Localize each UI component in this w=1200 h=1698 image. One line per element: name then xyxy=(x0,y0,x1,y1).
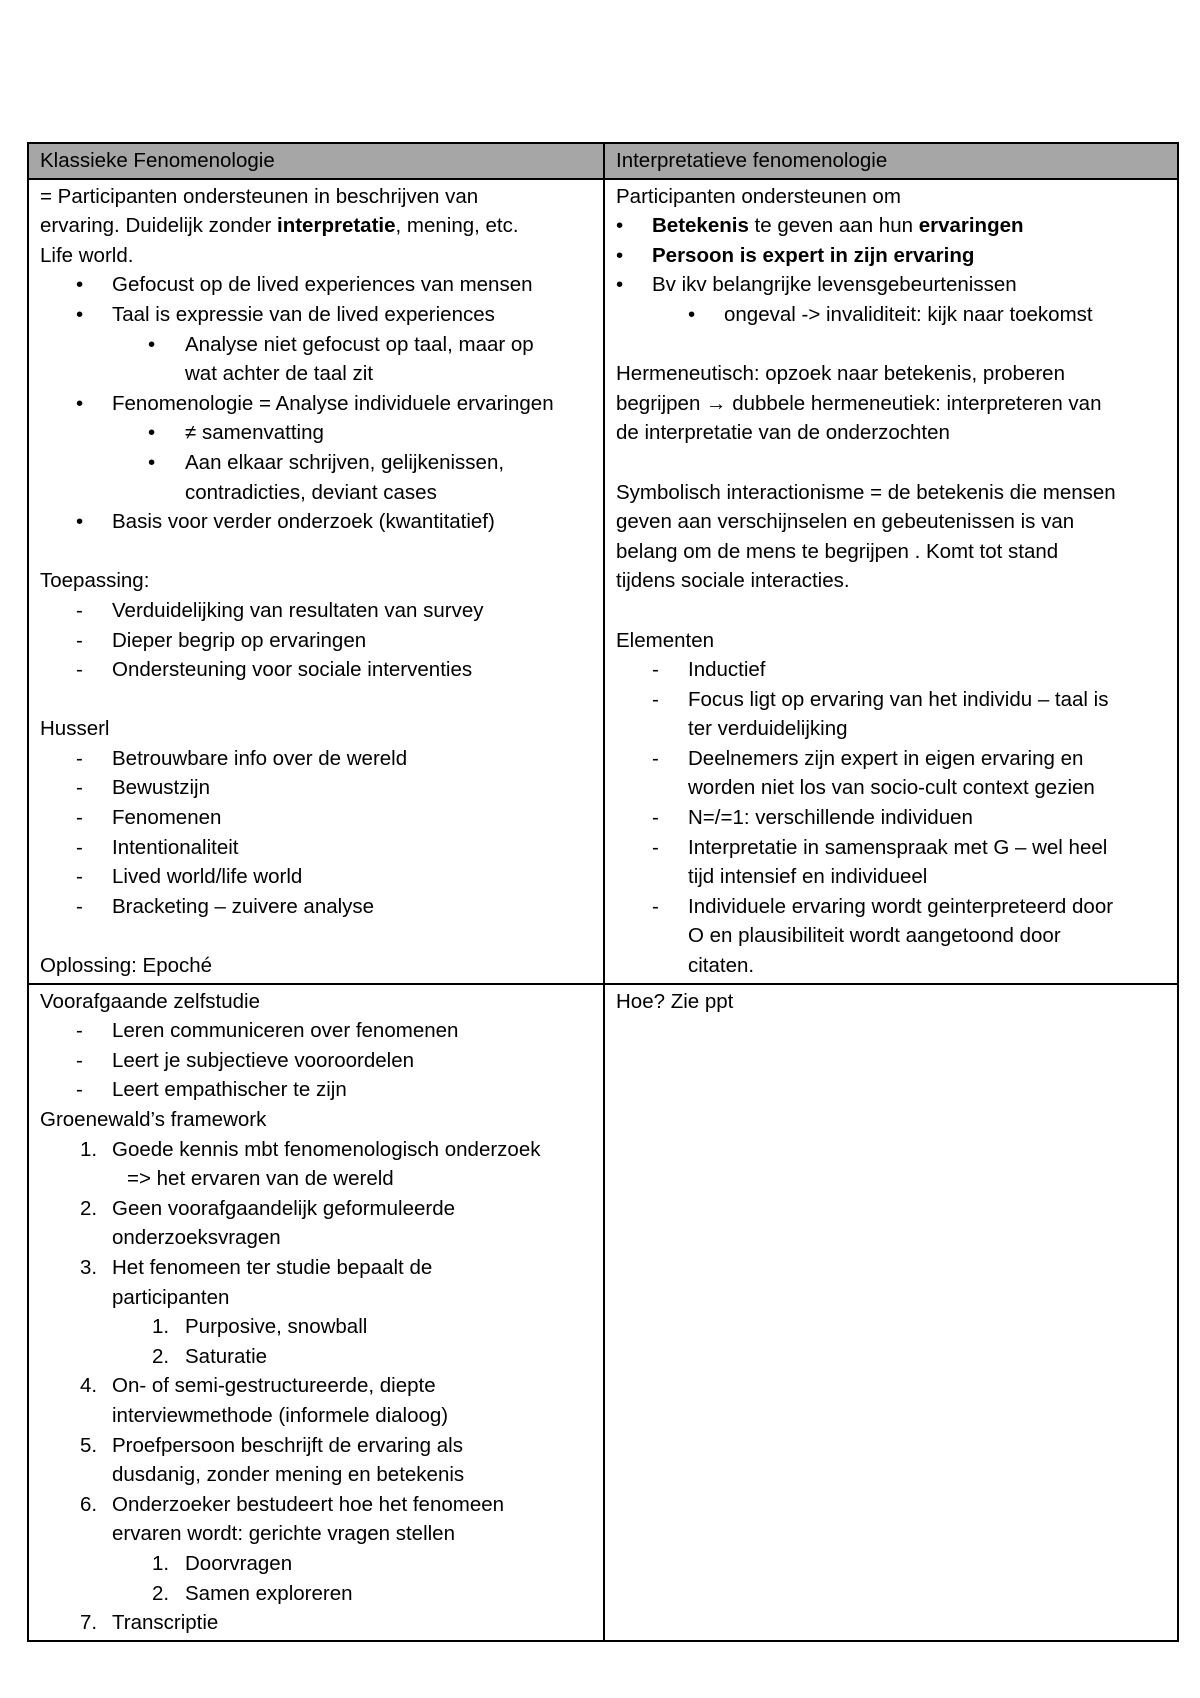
symbolisch-line: geven aan verschijnselen en gebeutenissen is van xyxy=(616,510,1075,534)
numbered-item: 1. Goede kennis mbt fenomenologisch onderzoek xyxy=(80,1137,541,1161)
hoe-line: Hoe? Zie ppt xyxy=(616,989,734,1013)
intro-line: = Participanten ondersteunen in beschrijven van xyxy=(40,184,479,208)
bullet-item: • Taal is expressie van de lived experiences xyxy=(76,302,495,326)
dash-item: - Betrouwbare info over de wereld xyxy=(76,746,408,770)
bullet-item: • Persoon is expert in zijn ervaring xyxy=(616,243,975,267)
header-klassiek: Klassieke Fenomenologie xyxy=(28,143,604,179)
numbered-item-cont: ervaren wordt: gerichte vragen stellen xyxy=(112,1522,455,1546)
hermeneutisch-line: Hermeneutisch: opzoek naar betekenis, proberen xyxy=(616,362,1065,386)
numbered-item-cont: onderzoeksvragen xyxy=(112,1226,281,1250)
dash-item: - Intentionaliteit xyxy=(76,835,239,859)
dash-item: - Interpretatie in samenspraak met G – wel heel xyxy=(652,835,1108,859)
sub-bullet-item: • Aan elkaar schrijven, gelijkenissen, xyxy=(148,450,505,474)
dash-item: - Ondersteuning voor sociale interventies xyxy=(76,658,473,682)
header-interpretatief: Interpretatieve fenomenologie xyxy=(604,143,1178,179)
intro-line: Life world. xyxy=(40,243,134,267)
cell-interpretatief xyxy=(604,179,1178,984)
dash-item: - Lived world/life world xyxy=(76,865,303,889)
numbered-item-cont: participanten xyxy=(112,1285,230,1309)
intro-line: ervaring. Duidelijk zonder interpretatie, mening, etc. xyxy=(40,214,519,238)
bullet-item: • Bv ikv belangrijke levensgebeurtenissen xyxy=(616,273,1017,297)
dash-item-cont: ter verduidelijking xyxy=(688,717,848,741)
sub-numbered-item: 1. Purposive, snowball xyxy=(152,1315,368,1339)
symbolisch-line: Symbolisch interactionisme = de betekenis die mensen xyxy=(616,480,1116,504)
numbered-item: 4. On- of semi-gestructureerde, diepte xyxy=(80,1374,436,1398)
numbered-item: 2. Geen voorafgaandelijk geformuleerde xyxy=(80,1196,456,1220)
numbered-item-cont: interviewmethode (informele dialoog) xyxy=(112,1403,449,1427)
dash-item: - Bracketing – zuivere analyse xyxy=(76,894,375,918)
hermeneutisch-line: de interpretatie van de onderzochten xyxy=(616,421,950,445)
framework-heading: Groenewald’s framework xyxy=(40,1108,267,1131)
numbered-item-cont: => het ervaren van de wereld xyxy=(127,1167,394,1191)
dash-item: - Individuele ervaring wordt geinterpreteerd door xyxy=(652,894,1114,918)
sub-numbered-item: 2. Samen exploreren xyxy=(152,1581,353,1605)
intro-line: Participanten ondersteunen om xyxy=(616,184,901,208)
zelfstudie-heading: Voorafgaande zelfstudie xyxy=(40,989,260,1013)
content-row-1 xyxy=(28,179,1178,984)
sub-numbered-item: 2. Saturatie xyxy=(152,1344,268,1368)
dash-item: - Dieper begrip op ervaringen xyxy=(76,628,367,652)
sub-bullet-cont: contradicties, deviant cases xyxy=(185,480,437,504)
sub-bullet-item: • ongeval -> invaliditeit: kijk naar toekomst xyxy=(688,302,1093,326)
dash-item: - Leren communiceren over fenomenen xyxy=(76,1019,459,1043)
numbered-item: 7. Transcriptie xyxy=(80,1611,219,1635)
bullet-item: • Betekenis te geven aan hun ervaringen xyxy=(616,214,1024,238)
toepassing-heading: Toepassing: xyxy=(40,569,150,593)
oplossing-line: Oplossing: Epoché xyxy=(40,954,213,978)
sub-bullet-item: • Analyse niet gefocust op taal, maar op xyxy=(148,332,534,356)
bullet-item: • Basis voor verder onderzoek (kwantitatief) xyxy=(76,510,495,534)
dash-item: - Deelnemers zijn expert in eigen ervaring en xyxy=(652,746,1084,770)
dash-item: - Verduidelijking van resultaten van survey xyxy=(76,598,484,622)
symbolisch-line: tijdens sociale interacties. xyxy=(616,569,850,593)
dash-item: - Bewustzijn xyxy=(76,776,210,800)
dash-item: - N=/=1: verschillende individuen xyxy=(652,806,973,830)
dash-item: - Leert je subjectieve vooroordelen xyxy=(76,1048,414,1072)
bullet-item: • Gefocust op de lived experiences van mensen xyxy=(76,273,533,297)
numbered-item: 6. Onderzoeker bestudeert hoe het fenomeen xyxy=(80,1492,505,1516)
numbered-item-cont: dusdanig, zonder mening en betekenis xyxy=(112,1463,465,1487)
dash-item-cont: citaten. xyxy=(688,954,755,978)
symbolisch-line: belang om de mens te begrijpen . Komt tot stand xyxy=(616,539,1059,563)
sub-numbered-item: 1. Doorvragen xyxy=(152,1551,293,1575)
comparison-table xyxy=(27,142,1179,1642)
header-row xyxy=(28,143,1178,179)
dash-item-cont: tijd intensief en individueel xyxy=(688,865,928,889)
dash-item-cont: O en plausibiliteit wordt aangetoond door xyxy=(688,924,1061,948)
hermeneutisch-line: begrijpen → dubbele hermeneutiek: interpreteren van xyxy=(616,391,1102,415)
numbered-item: 5. Proefpersoon beschrijft de ervaring als xyxy=(80,1433,463,1457)
content-row-2 xyxy=(28,984,1178,1641)
document-page xyxy=(27,142,1177,1642)
sub-bullet-cont: wat achter de taal zit xyxy=(185,362,374,386)
elementen-heading: Elementen xyxy=(616,628,715,652)
dash-item: - Inductief xyxy=(652,658,766,682)
dash-item-cont: worden niet los van socio-cult context gezien xyxy=(688,776,1095,800)
cell-klassiek xyxy=(28,179,604,984)
bullet-item: • Fenomenologie = Analyse individuele ervaringen xyxy=(76,391,554,415)
cell-hoe xyxy=(604,984,1178,1641)
numbered-item: 3. Het fenomeen ter studie bepaalt de xyxy=(80,1255,433,1279)
dash-item: - Leert empathischer te zijn xyxy=(76,1078,347,1102)
cell-zelfstudie xyxy=(28,984,604,1641)
dash-item: - Focus ligt op ervaring van het individu – taal is xyxy=(652,687,1109,711)
dash-item: - Fenomenen xyxy=(76,806,222,830)
husserl-heading: Husserl xyxy=(40,717,110,741)
sub-bullet-item: • ≠ samenvatting xyxy=(148,421,324,445)
